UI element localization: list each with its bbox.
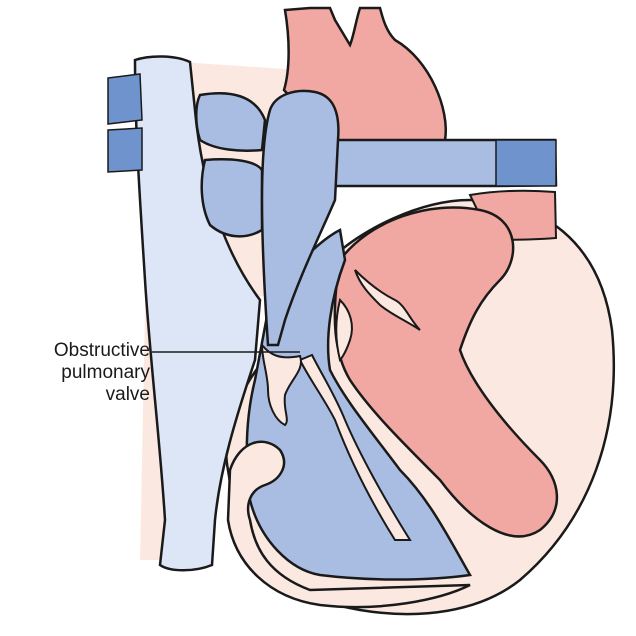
- label-line-1: Obstructive: [53, 340, 150, 361]
- obstructive-pulmonary-valve-label: [0, 340, 150, 406]
- left-vessel-upper: [108, 74, 142, 124]
- left-vessel-lower: [108, 128, 142, 172]
- label-line-2: pulmonary: [61, 362, 150, 383]
- pulmonary-artery-right-tip: [496, 140, 556, 186]
- label-line-3: valve: [105, 384, 150, 405]
- right-atrium-lower-lobe: [202, 159, 262, 236]
